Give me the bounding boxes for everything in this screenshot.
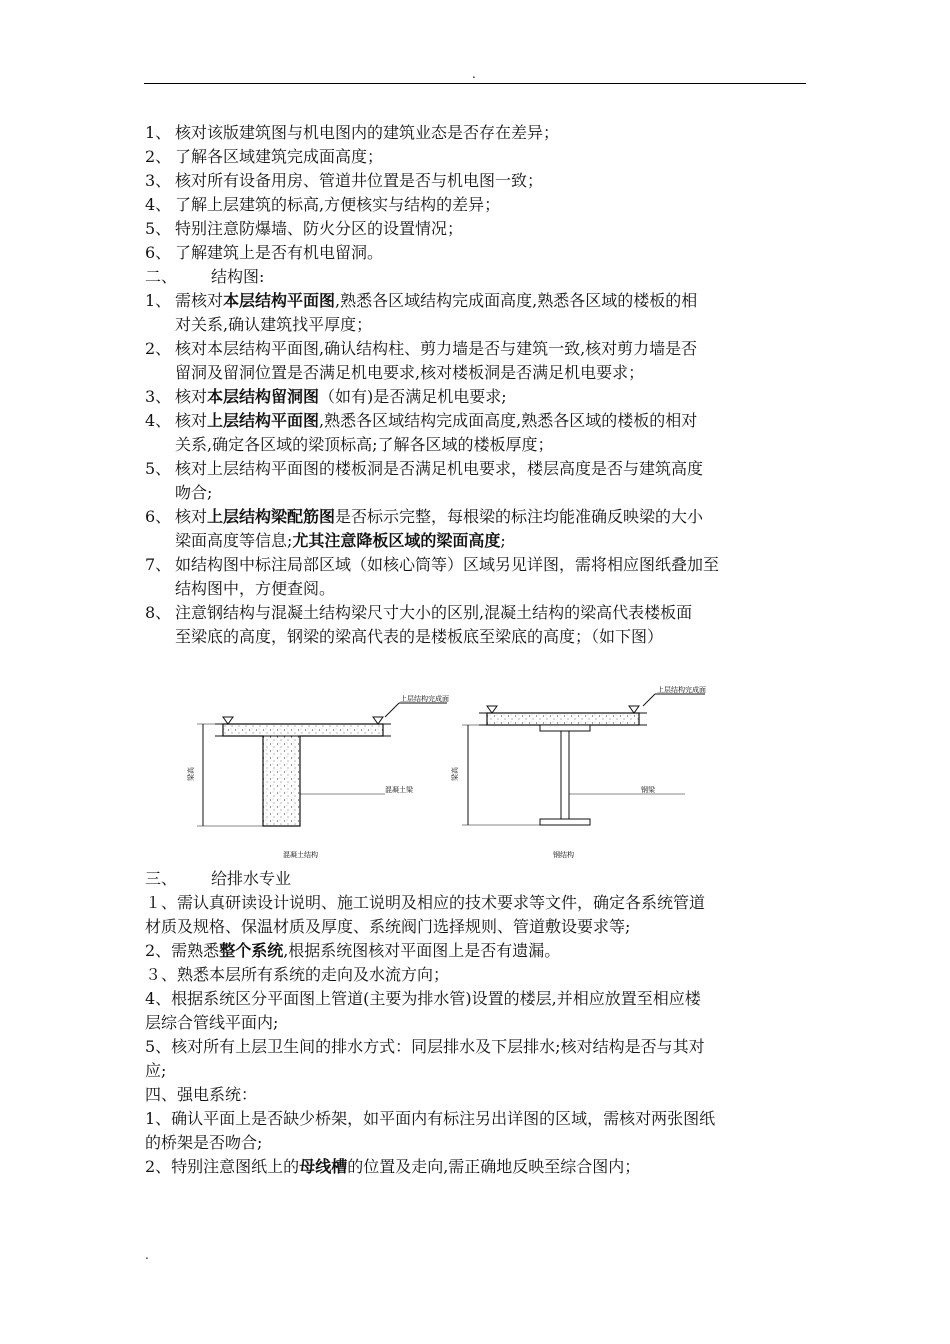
list-item <box>145 553 810 601</box>
bold-text: 上层结构梁配筋图 <box>207 507 336 526</box>
steel-beam-label: 钢梁 <box>641 786 655 794</box>
item-line <box>175 289 810 313</box>
list-item <box>145 145 810 169</box>
text-run: 的位置及走向,需正确地反映至综合图内； <box>347 1157 641 1176</box>
text-run: ; <box>500 531 506 550</box>
item-number: 6、 <box>145 243 172 262</box>
paragraph-line <box>145 963 810 987</box>
text-run: 核对上层结构平面图的楼板洞是否满足机电要求，楼层高度是否与建筑高度 <box>175 459 704 478</box>
text-run: ,熟悉各区域结构完成面高度,熟悉各区域的楼板的相对 <box>319 411 698 430</box>
text-run: 核对本层结构平面图,确认结构柱、剪力墙是否与建筑一致,核对剪力墙是否 <box>175 339 698 358</box>
document-body <box>145 121 810 1179</box>
header-mark: . <box>472 67 476 81</box>
bold-text: 上层结构平面图 <box>207 411 320 430</box>
item-line <box>175 433 810 457</box>
item-number: 1、 <box>145 291 172 310</box>
section-heading-structure <box>145 265 810 289</box>
item-line <box>175 577 810 601</box>
text-run: ,根据系统图核对平面图上是否有遗漏。 <box>283 941 561 960</box>
item-line <box>175 601 810 625</box>
plumbing-paragraphs <box>145 891 810 1083</box>
list-item <box>145 169 810 193</box>
text-run: 如结构图中标注局部区域（如核心筒等）区域另见详图，需将相应图纸叠加至 <box>175 555 720 574</box>
text-run: 结构图中，方便查阅。 <box>175 579 336 598</box>
item-line <box>175 409 810 433</box>
header-rule <box>144 83 806 84</box>
section-number: 二、 <box>145 267 178 286</box>
list-item <box>145 121 810 145</box>
item-number: 4、 <box>145 195 172 214</box>
text-run: （如有)是否满足机电要求; <box>319 387 507 406</box>
section-title: 给排水专业 <box>211 869 292 888</box>
text-run: 留洞及留洞位置是否满足机电要求,核对楼板洞是否满足机电要求； <box>175 363 645 382</box>
text-run: 1、确认平面上是否缺少桥架，如平面内有标注另出详图的区域，需核对两张图纸 <box>145 1109 716 1128</box>
item-number: 1、 <box>145 123 172 142</box>
concrete-beam-diagram <box>186 694 449 859</box>
item-line <box>175 337 810 361</box>
architecture-list <box>145 121 810 265</box>
steel-top-label: 上层结构完成面 <box>657 686 706 694</box>
item-text: 了解各区域建筑完成面高度； <box>175 147 384 166</box>
list-item <box>145 601 810 649</box>
item-number: 5、 <box>145 219 172 238</box>
text-run: 关系,确定各区域的梁顶标高;了解各区域的楼板厚度； <box>175 435 554 454</box>
paragraph-line <box>145 915 810 939</box>
text-run: 是否标示完整，每根梁的标注均能准确反映梁的大小 <box>335 507 704 526</box>
item-number: 2、 <box>145 147 172 166</box>
steel-caption: 钢结构 <box>553 851 574 859</box>
item-line <box>175 529 810 553</box>
bold-text: 本层结构平面图 <box>223 291 336 310</box>
bold-text: 尤其注意降板区域的梁面高度 <box>292 531 501 550</box>
item-line <box>175 361 810 385</box>
item-line <box>175 505 810 529</box>
text-run: 的桥架是否吻合; <box>145 1133 263 1152</box>
paragraph-line <box>145 939 810 963</box>
text-run: 对关系,确认建筑找平厚度； <box>175 315 373 334</box>
concrete-caption: 混凝土结构 <box>283 851 318 859</box>
text-run: 梁面高度等信息; <box>175 531 293 550</box>
text-run: 吻合; <box>175 483 213 502</box>
item-text: 了解上层建筑的标高,方便核实与结构的差异； <box>175 195 501 214</box>
text-run: 注意钢结构与混凝土结构梁尺寸大小的区别,混凝土结构的梁高代表楼板面 <box>175 603 693 622</box>
structure-list <box>145 289 810 649</box>
footer-mark: . <box>145 1248 149 1262</box>
list-item <box>145 289 810 337</box>
item-number: 7、 <box>145 555 172 574</box>
beam-comparison-figure <box>185 686 706 866</box>
paragraph-line <box>145 1131 810 1155</box>
item-line <box>175 457 810 481</box>
steel-beam-diagram <box>450 685 706 859</box>
paragraph-line <box>145 1155 810 1179</box>
text-run: 层综合管线平面内; <box>145 1013 279 1032</box>
list-item <box>145 337 810 385</box>
steel-height-label: 梁高 <box>451 767 459 781</box>
item-line <box>175 625 810 649</box>
paragraph-line <box>145 1035 810 1059</box>
list-item <box>145 457 810 505</box>
concrete-top-label: 上层结构完成面 <box>400 695 449 703</box>
item-text: 特别注意防爆墙、防火分区的设置情况； <box>175 219 464 238</box>
text-run: 核对 <box>175 387 208 406</box>
item-number: 2、 <box>145 339 172 358</box>
item-number: 5、 <box>145 459 172 478</box>
text-run: ３、熟悉本层所有系统的走向及水流方向； <box>145 965 450 984</box>
text-run: 2、特别注意图纸上的 <box>145 1157 300 1176</box>
text-run: 材质及规格、保温材质及厚度、系统阀门选择规则、管道敷设要求等; <box>145 917 631 936</box>
section-heading-electrical: 四、强电系统： <box>145 1085 258 1104</box>
item-line <box>175 553 810 577</box>
item-text: 了解建筑上是否有机电留洞。 <box>175 243 384 262</box>
item-number: 3、 <box>145 171 172 190</box>
text-run: 4、根据系统区分平面图上管道(主要为排水管)设置的楼层,并相应放置至相应楼 <box>145 989 701 1008</box>
list-item <box>145 193 810 217</box>
list-item <box>145 385 810 409</box>
list-item <box>145 217 810 241</box>
text-run: 5、核对所有上层卫生间的排水方式：同层排水及下层排水;核对结构是否与其对 <box>145 1037 705 1056</box>
paragraph-line <box>145 891 810 915</box>
text-run: 2、需熟悉 <box>145 941 220 960</box>
concrete-height-label: 梁高 <box>187 767 195 781</box>
text-run: 应; <box>145 1061 167 1080</box>
item-text: 核对该版建筑图与机电图内的建筑业态是否存在差异； <box>175 123 560 142</box>
paragraph-line <box>145 987 810 1011</box>
text-run: 核对 <box>175 411 208 430</box>
paragraph-line <box>145 1107 810 1131</box>
section-heading-plumbing <box>145 867 810 891</box>
section-number: 三、 <box>145 869 178 888</box>
item-number: 3、 <box>145 387 172 406</box>
paragraph-line <box>145 1059 810 1083</box>
paragraph-line <box>145 1011 810 1035</box>
item-line <box>175 313 810 337</box>
item-line <box>175 481 810 505</box>
list-item <box>145 241 810 265</box>
text-run: 至梁底的高度，钢梁的梁高代表的是楼板底至梁底的高度；（如下图） <box>175 627 664 646</box>
list-item <box>145 409 810 457</box>
text-run: 核对 <box>175 507 208 526</box>
concrete-beam-label: 混凝土梁 <box>385 786 413 794</box>
item-number: 4、 <box>145 411 172 430</box>
item-text: 核对所有设备用房、管道井位置是否与机电图一致； <box>175 171 544 190</box>
item-number: 6、 <box>145 507 172 526</box>
text-run: １、需认真研读设计说明、施工说明及相应的技术要求等文件，确定各系统管道 <box>145 893 706 912</box>
item-line <box>175 385 810 409</box>
bold-text: 母线槽 <box>299 1157 348 1176</box>
list-item <box>145 505 810 553</box>
electrical-paragraphs <box>145 1107 810 1179</box>
bold-text: 本层结构留洞图 <box>207 387 320 406</box>
text-run: ,熟悉各区域结构完成面高度,熟悉各区域的楼板的相 <box>335 291 698 310</box>
text-run: 需核对 <box>175 291 224 310</box>
section-title: 结构图: <box>211 267 265 286</box>
item-number: 8、 <box>145 603 172 622</box>
bold-text: 整个系统 <box>219 941 284 960</box>
